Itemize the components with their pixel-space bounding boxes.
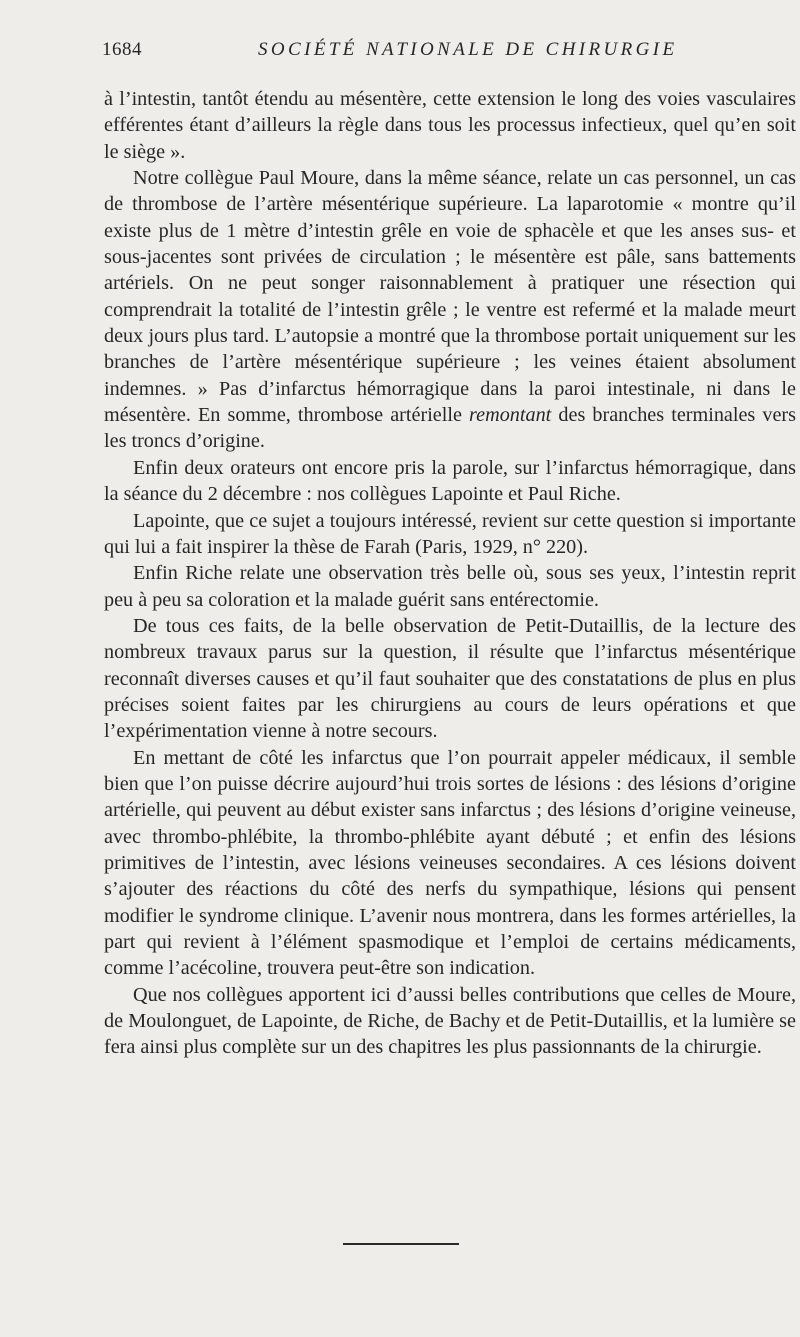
paragraph: Que nos collègues apportent ici d’aussi belles contributions que celles de Moure, de Moulonguet, de Lapointe, de Riche, de Bachy et de Petit-Dutaillis, et la lumière se fera ainsi plus complète sur un des chapitres les plus passionnants de la chirurgie. [104, 983, 796, 1059]
running-title: SOCIÉTÉ NATIONALE DE CHIRURGIE [258, 39, 678, 60]
emphasis-text: remontant [469, 404, 552, 427]
paragraph: En mettant de côté les infarctus que l’on pourrait appeler médicaux, il semble bien que l’on puisse décrire aujourd’hui trois sortes de lésions : des lésions d’origine artérielle, qui peuvent au début exister sans infarctus ; des lésions d’origine veineuse, avec thrombo-phlébite, la thrombo-phlébite ayant débuté ; et enfin des lésions primitives de l’intestin, avec lésions veineuses secondaires. A ces lésions doivent s’ajouter des réactions du côté des nerfs du sympathique, lésions qui pensent modifier le syndrome clinique. L’avenir nous montrera, dans les formes artérielles, la part qui revient à l’élément spasmodique et l’emploi de certains médicaments, comme l’acécoline, trouvera peut-être son indication. [104, 746, 796, 980]
body-text [104, 86, 796, 1061]
paragraph: Enfin deux orateurs ont encore pris la parole, sur l’infarctus hémorragique, dans la séance du 2 décembre : nos collègues Lapointe et Paul Riche. [104, 456, 796, 506]
end-rule [343, 1243, 459, 1245]
paragraph: Lapointe, que ce sujet a toujours intéressé, revient sur cette question si importante qui lui a fait inspirer la thèse de Farah (Paris, 1929, n° 220). [104, 509, 796, 558]
paragraph-text: Notre collègue Paul Moure, dans la même séance, relate un cas personnel, un cas de thrombose de l’artère mésentérique supérieure. La laparotomie « montre qu’il existe plus de 1 mètre d’intestin grêle en voie de sphacèle et que les anses sus- et sous-jacentes sont privées de circulation ; le mésentère est pâle, sans battements artériels. On ne peut songer raisonnablement à pratiquer une résection qui comprendrait la totalité de l’intestin grêle ; le ventre est refermé et la malade meurt deux jours plus tard. L’autopsie a montré que la thrombose portait uniquement sur les branches de l’artère mésentérique supérieure ; les veines étaient absolument indemnes. » Pas d’infarctus hémorragique dans la paroi intestinale, ni dans le mésentère. En somme, thrombose artérielle [104, 167, 796, 427]
paragraph: Enfin Riche relate une observation très belle où, sous ses yeux, l’intestin reprit peu à peu sa coloration et la malade guérit sans entérectomie. [104, 562, 796, 611]
paragraph: De tous ces faits, de la belle observation de Petit-Dutaillis, de la lecture des nombreux travaux parus sur la question, il résulte que l’infarctus mésentérique reconnaît diverses causes et qu’il faut souhaiter que des constatations de plus en plus précises soient faites par les chirurgiens au cours de leurs opérations et que l’expérimentation vienne à notre secours. [104, 614, 796, 743]
page-number: 1684 [102, 39, 142, 60]
paragraph-text: des branches terminales vers les troncs d’origine. [104, 404, 797, 453]
paragraph [104, 165, 796, 455]
paragraph: à l’intestin, tantôt étendu au mésentère, cette extension le long des voies vasculaires efférentes étant d’ailleurs la règle dans tous les processus infectieux, quel qu’en soit le siège ». [104, 88, 796, 163]
